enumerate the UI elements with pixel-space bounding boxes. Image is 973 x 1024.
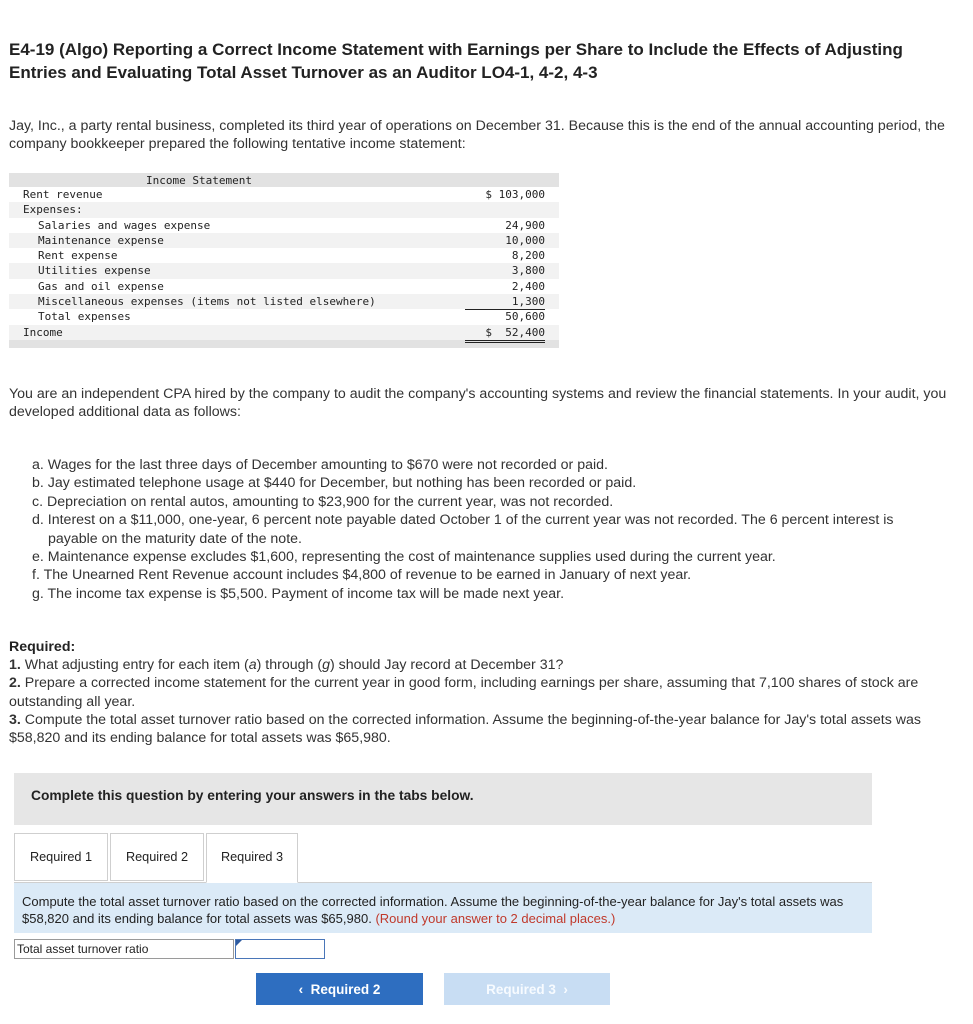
question-text: ) through ( [256,657,323,674]
row-label: Rent revenue [23,188,103,201]
panel-instructions: Compute the total asset turnover ratio based on the corrected information. Assume the beginning-of-the-year balance for Jay's total assets was $58,820 and its ending balance for total assets was $65,980. [22,894,844,926]
problem-title: E4-19 (Algo) Reporting a Correct Income Statement with Earnings per Share to Include the Effects of Adjusting Entries and Evaluating Total Asset Turnover as an Auditor LO4-1, 4-2, 4-3 [9,40,903,82]
income-statement-table [9,173,559,348]
table-row [9,248,559,263]
audit-paragraph: You are an independent CPA hired by the company to audit the company's accounting systems and review the financial statements. In your audit, you developed additional data as follows: [9,386,947,420]
list-item: b. Jay estimated telephone usage at $440 for December, but nothing has been recorded or paid. [32,475,637,492]
table-row [9,263,559,278]
row-amount: $ 103,000 [485,188,545,201]
rounding-note: (Round your answer to 2 decimal places.) [375,911,616,926]
table-row [9,294,559,309]
row-amount: 3,800 [511,264,545,278]
row-amount: 10,000 [505,233,545,247]
row-amount: 1,300 [465,294,545,310]
previous-button-label: Required 2 [310,982,381,997]
table-row [9,279,559,294]
required-section [9,638,964,747]
table-row [9,233,559,248]
list-item: e. Maintenance expense excludes $1,600, representing the cost of maintenance supplies used during the current year. [32,549,776,566]
question-number: 1. [9,657,21,674]
question-text: Prepare a corrected income statement for the current year in good form, including earnings per share, assuming that 7,100 shares of stock are outstanding all year. [9,675,919,710]
list-item: a. Wages for the last three days of December amounting to $670 were not recorded or paid. [32,457,608,473]
row-amount: 24,900 [505,218,545,232]
question-panel [14,882,872,933]
chevron-left-icon: ‹ [298,982,304,997]
income-statement-header [9,173,559,187]
panel-text [22,893,867,927]
table-row [9,309,559,324]
table-row [9,187,559,202]
row-label: Rent expense [38,249,118,263]
required-question-2 [9,674,964,710]
question-text: What adjusting entry for each item ( [20,657,249,674]
tab-required-3[interactable]: Required 3 [206,833,298,883]
question-text: ) should Jay record at December 31? [329,657,564,674]
chevron-right-icon: › [563,982,568,997]
income-statement-title: Income Statement [146,174,252,187]
row-amount: 50,600 [465,309,545,325]
row-label: Utilities expense [38,264,151,278]
row-label: Salaries and wages expense [38,218,211,232]
row-label: Expenses: [23,203,83,217]
question-letter: g [322,657,330,674]
question-number: 2. [9,675,21,692]
question-letter: a [248,657,257,674]
list-item: d. Interest on a $11,000, one-year, 6 percent note payable dated October 1 of the current year was not recorded. The 6 percent interest is payable on the maturity date of the note. [32,512,894,547]
row-label: Miscellaneous expenses (items not listed elsewhere) [38,295,376,309]
question-number: 3. [9,711,21,728]
total-asset-turnover-input[interactable] [235,939,325,959]
previous-button[interactable] [256,973,423,1005]
row-amount: 8,200 [511,249,545,263]
table-row [9,325,559,340]
intro-paragraph: Jay, Inc., a party rental business, completed its third year of operations on December 31. Because this is the end of the annual accounting period, the company bookkeeper prepared the following tentative income statement: [9,118,945,152]
question-text: Compute the total asset turnover ratio based on the corrected information. Assume the beginning-of-the-year balance for Jay's total assets was $58,820 and its ending balance for total assets was $65,980. [9,711,922,747]
required-question-1 [9,656,964,674]
row-label: Income [23,325,63,339]
row-label: Maintenance expense [38,233,164,247]
required-heading: Required: [9,639,76,655]
row-label: Total expenses [38,310,131,324]
row-label: Gas and oil expense [38,279,164,293]
tab-required-1[interactable]: Required 1 [14,833,108,881]
required-question-3 [9,711,964,747]
list-item: g. The income tax expense is $5,500. Payment of income tax will be made next year. [32,585,565,602]
table-row [9,218,559,233]
instructions-box [14,773,872,825]
answer-label: Total asset turnover ratio [14,939,234,959]
list-item: f. The Unearned Rent Revenue account includes $4,800 of revenue to be earned in January of next year. [32,567,692,584]
row-amount: $ 52,400 [465,325,545,343]
additional-data-list [32,456,947,603]
row-amount: 2,400 [511,279,545,293]
next-button-label: Required 3 [486,982,556,997]
instructions-text: Complete this question by entering your answers in the tabs below. [31,788,474,803]
next-button[interactable] [444,973,610,1005]
list-item: c. Depreciation on rental autos, amounting to $23,900 for the current year, was not recorded. [32,493,614,510]
tab-required-2[interactable]: Required 2 [110,833,204,881]
table-row [9,202,559,217]
